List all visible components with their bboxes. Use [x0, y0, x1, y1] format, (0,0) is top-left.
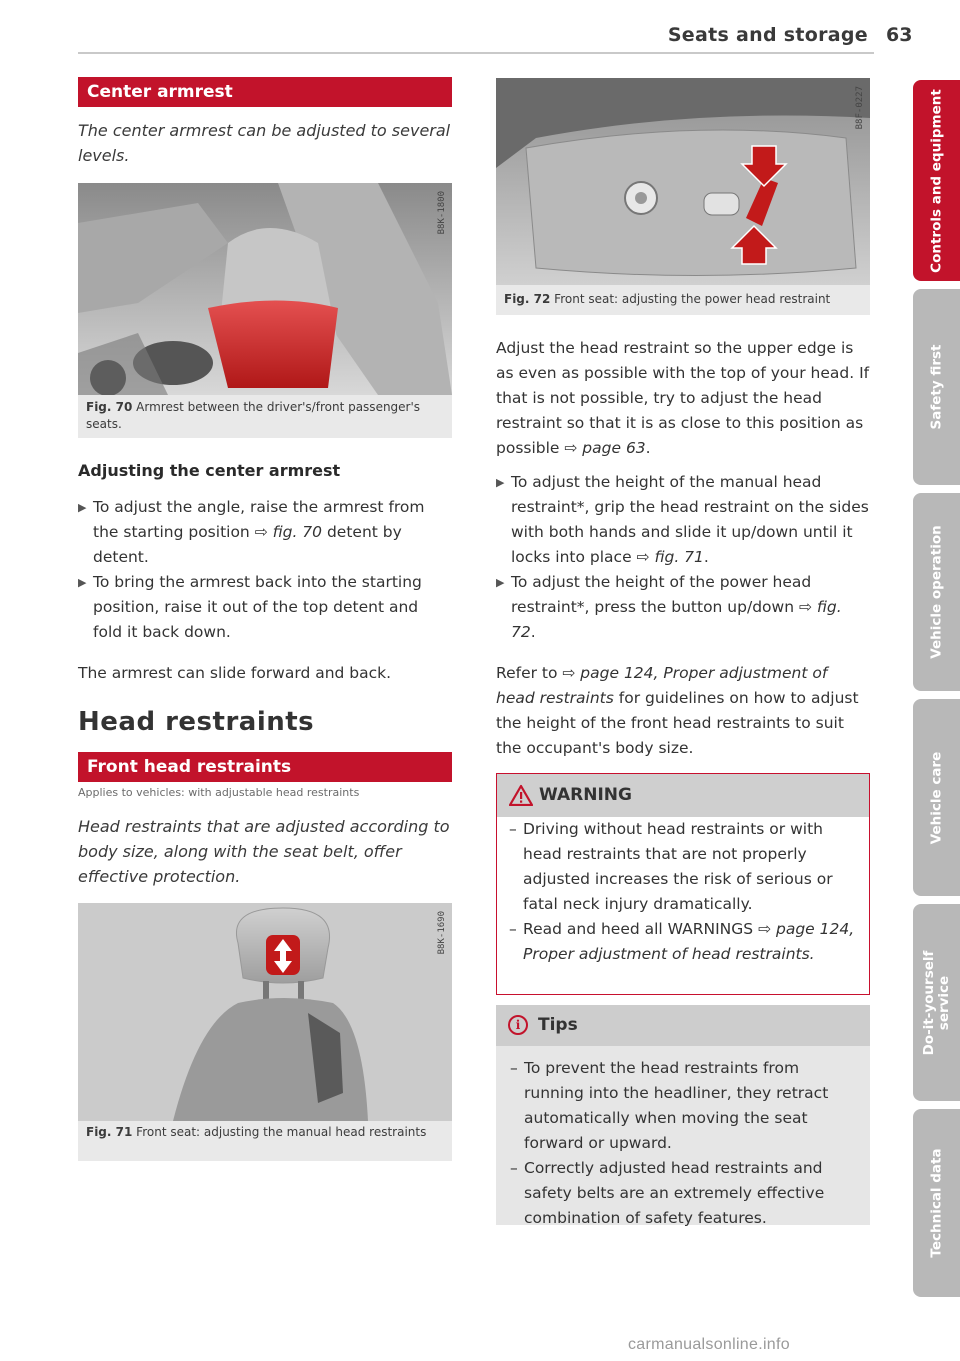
figure-72-caption-text: Front seat: adjusting the power head restraint: [554, 292, 831, 306]
figure-72-code: B8F-0227: [855, 86, 865, 130]
fig-71-link[interactable]: ⇨ fig. 71: [636, 548, 704, 566]
head-restraint-bullet-1: [496, 470, 870, 570]
head-restraint-bullet-2: [496, 570, 870, 645]
bullet-marker: ▶: [78, 501, 87, 514]
warning-text: Read and heed all WARNINGS: [523, 920, 759, 938]
figure-71: [78, 903, 452, 1161]
dash-marker: –: [510, 1059, 518, 1077]
tips-header: [496, 1005, 870, 1046]
para-text: Refer to: [496, 664, 563, 682]
bullet-text: .: [530, 623, 536, 641]
figure-70-code: B8K-1800: [437, 191, 447, 235]
figure-72: [496, 78, 870, 315]
watermark: carmanualsonline.info: [628, 1336, 790, 1353]
warning-header: [497, 774, 869, 817]
tips-text: Correctly adjusted head restraints and safety belts are an extremely effective combination of safety features.: [524, 1159, 825, 1227]
center-armrest-title-bar: Center armrest: [78, 77, 452, 107]
bullet-marker: ▶: [496, 576, 505, 589]
tips-item-1: [510, 1056, 858, 1156]
tab-technical-data[interactable]: [913, 1109, 960, 1297]
center-armrest-intro: The center armrest can be adjusted to several levels.: [78, 121, 451, 165]
bullet-text: To adjust the height of the manual head restraint*, grip the head restraint on the sides with both hands and slide it up/down until it locks into place: [511, 473, 869, 566]
bullet-marker: ▶: [78, 576, 87, 589]
dash-marker: –: [509, 920, 517, 938]
head-restraints-intro: Head restraints that are adjusted according to body size, along with the seat belt, offer effective protection.: [78, 817, 450, 886]
applies-to-note: Applies to vehicles: with adjustable head restraints: [78, 786, 360, 799]
figure-72-caption: [504, 291, 864, 308]
para-text: for guidelines on how to adjust the height of the front head restraints to suit the occupant's body size.: [496, 689, 859, 757]
warning-item-2: [509, 917, 859, 967]
tab-do-it-yourself-service[interactable]: [913, 904, 960, 1101]
armrest-slide-para: The armrest can slide forward and back.: [78, 664, 392, 682]
tips-text: To prevent the head restraints from running into the headliner, they retract automatically when moving the seat forward or upward.: [524, 1059, 829, 1152]
figure-70-image: [78, 183, 452, 395]
warning-box: [496, 773, 870, 995]
figure-72-label: Fig. 72: [504, 292, 551, 306]
info-icon: i: [508, 1015, 528, 1035]
head-restraints-heading: Head restraints: [78, 707, 315, 737]
tab-label: Vehicle care: [928, 751, 944, 844]
bullet-text: detent by detent.: [93, 523, 402, 566]
bullet-text: To adjust the angle, raise the armrest from the starting position: [93, 498, 425, 541]
tab-label: Technical data: [928, 1148, 944, 1258]
page-124-warning-link[interactable]: ⇨ page 124, Proper adjustment of head restraints.: [523, 920, 855, 963]
figure-71-code: B8K-1690: [437, 911, 447, 955]
warning-text: Driving without head restraints or with head restraints that are not properly adjusted increases the risk of serious or fatal neck injury dramatically.: [523, 820, 833, 913]
tab-label: Controls and equipment: [928, 88, 944, 273]
figure-72-image: [496, 78, 870, 285]
figure-71-image: [78, 903, 452, 1121]
warning-triangle-icon: [509, 784, 533, 806]
tips-title: Tips: [538, 1015, 578, 1035]
tab-label: Safety first: [928, 344, 944, 430]
figure-70-caption: [86, 399, 446, 433]
tab-safety-first[interactable]: [913, 289, 960, 485]
head-restraint-para-1: [496, 336, 870, 461]
bullet-text: To bring the armrest back into the starting position, raise it out of the top detent and fold it back down.: [93, 573, 422, 641]
tab-vehicle-care[interactable]: [913, 699, 960, 896]
page-number: 63: [886, 24, 913, 46]
figure-70-label: Fig. 70: [86, 400, 133, 414]
figure-71-caption: [86, 1124, 446, 1141]
armrest-bullet-1: [78, 495, 452, 570]
bullet-marker: ▶: [496, 476, 505, 489]
dash-marker: –: [509, 820, 517, 838]
page-63-link[interactable]: ⇨ page 63: [564, 439, 646, 457]
head-restraint-para-2: [496, 661, 870, 761]
figure-71-label: Fig. 71: [86, 1125, 133, 1139]
armrest-bullet-2: [78, 570, 452, 645]
running-section-title: Seats and storage: [667, 24, 868, 46]
warning-item-1: [509, 817, 859, 917]
tab-controls-and-equipment[interactable]: [913, 80, 960, 281]
fig-72-link[interactable]: ⇨ fig. 72: [511, 598, 842, 641]
tips-item-2: [510, 1156, 858, 1231]
para-text: .: [645, 439, 651, 457]
tab-label: Vehicle operation: [928, 525, 944, 659]
tips-box: [496, 1005, 870, 1225]
para-text: Adjust the head restraint so the upper edge is as even as possible with the top of your head. If that is not possible, try to adjust the head restraint so that it is as close to this position as possible: [496, 339, 870, 457]
figure-71-caption-text: Front seat: adjusting the manual head restraints: [136, 1125, 427, 1139]
adjusting-armrest-subhead: Adjusting the center armrest: [78, 461, 341, 480]
dash-marker: –: [510, 1159, 518, 1177]
figure-70-caption-text: Armrest between the driver's/front passenger's seats.: [86, 400, 421, 431]
page-124-link[interactable]: ⇨ page 124, Proper adjustment of head restraints: [496, 664, 828, 707]
warning-title: WARNING: [539, 785, 632, 805]
bullet-text: .: [703, 548, 709, 566]
tab-label: Do-it-yourself service: [920, 950, 952, 1055]
bullet-text: To adjust the height of the power head restraint*, press the button up/down: [511, 573, 812, 616]
tab-vehicle-operation[interactable]: [913, 493, 960, 691]
fig-70-link[interactable]: ⇨ fig. 70: [254, 523, 323, 541]
figure-70: [78, 183, 452, 438]
header-rule: [78, 52, 874, 54]
front-head-restraints-title-bar: Front head restraints: [78, 752, 452, 782]
